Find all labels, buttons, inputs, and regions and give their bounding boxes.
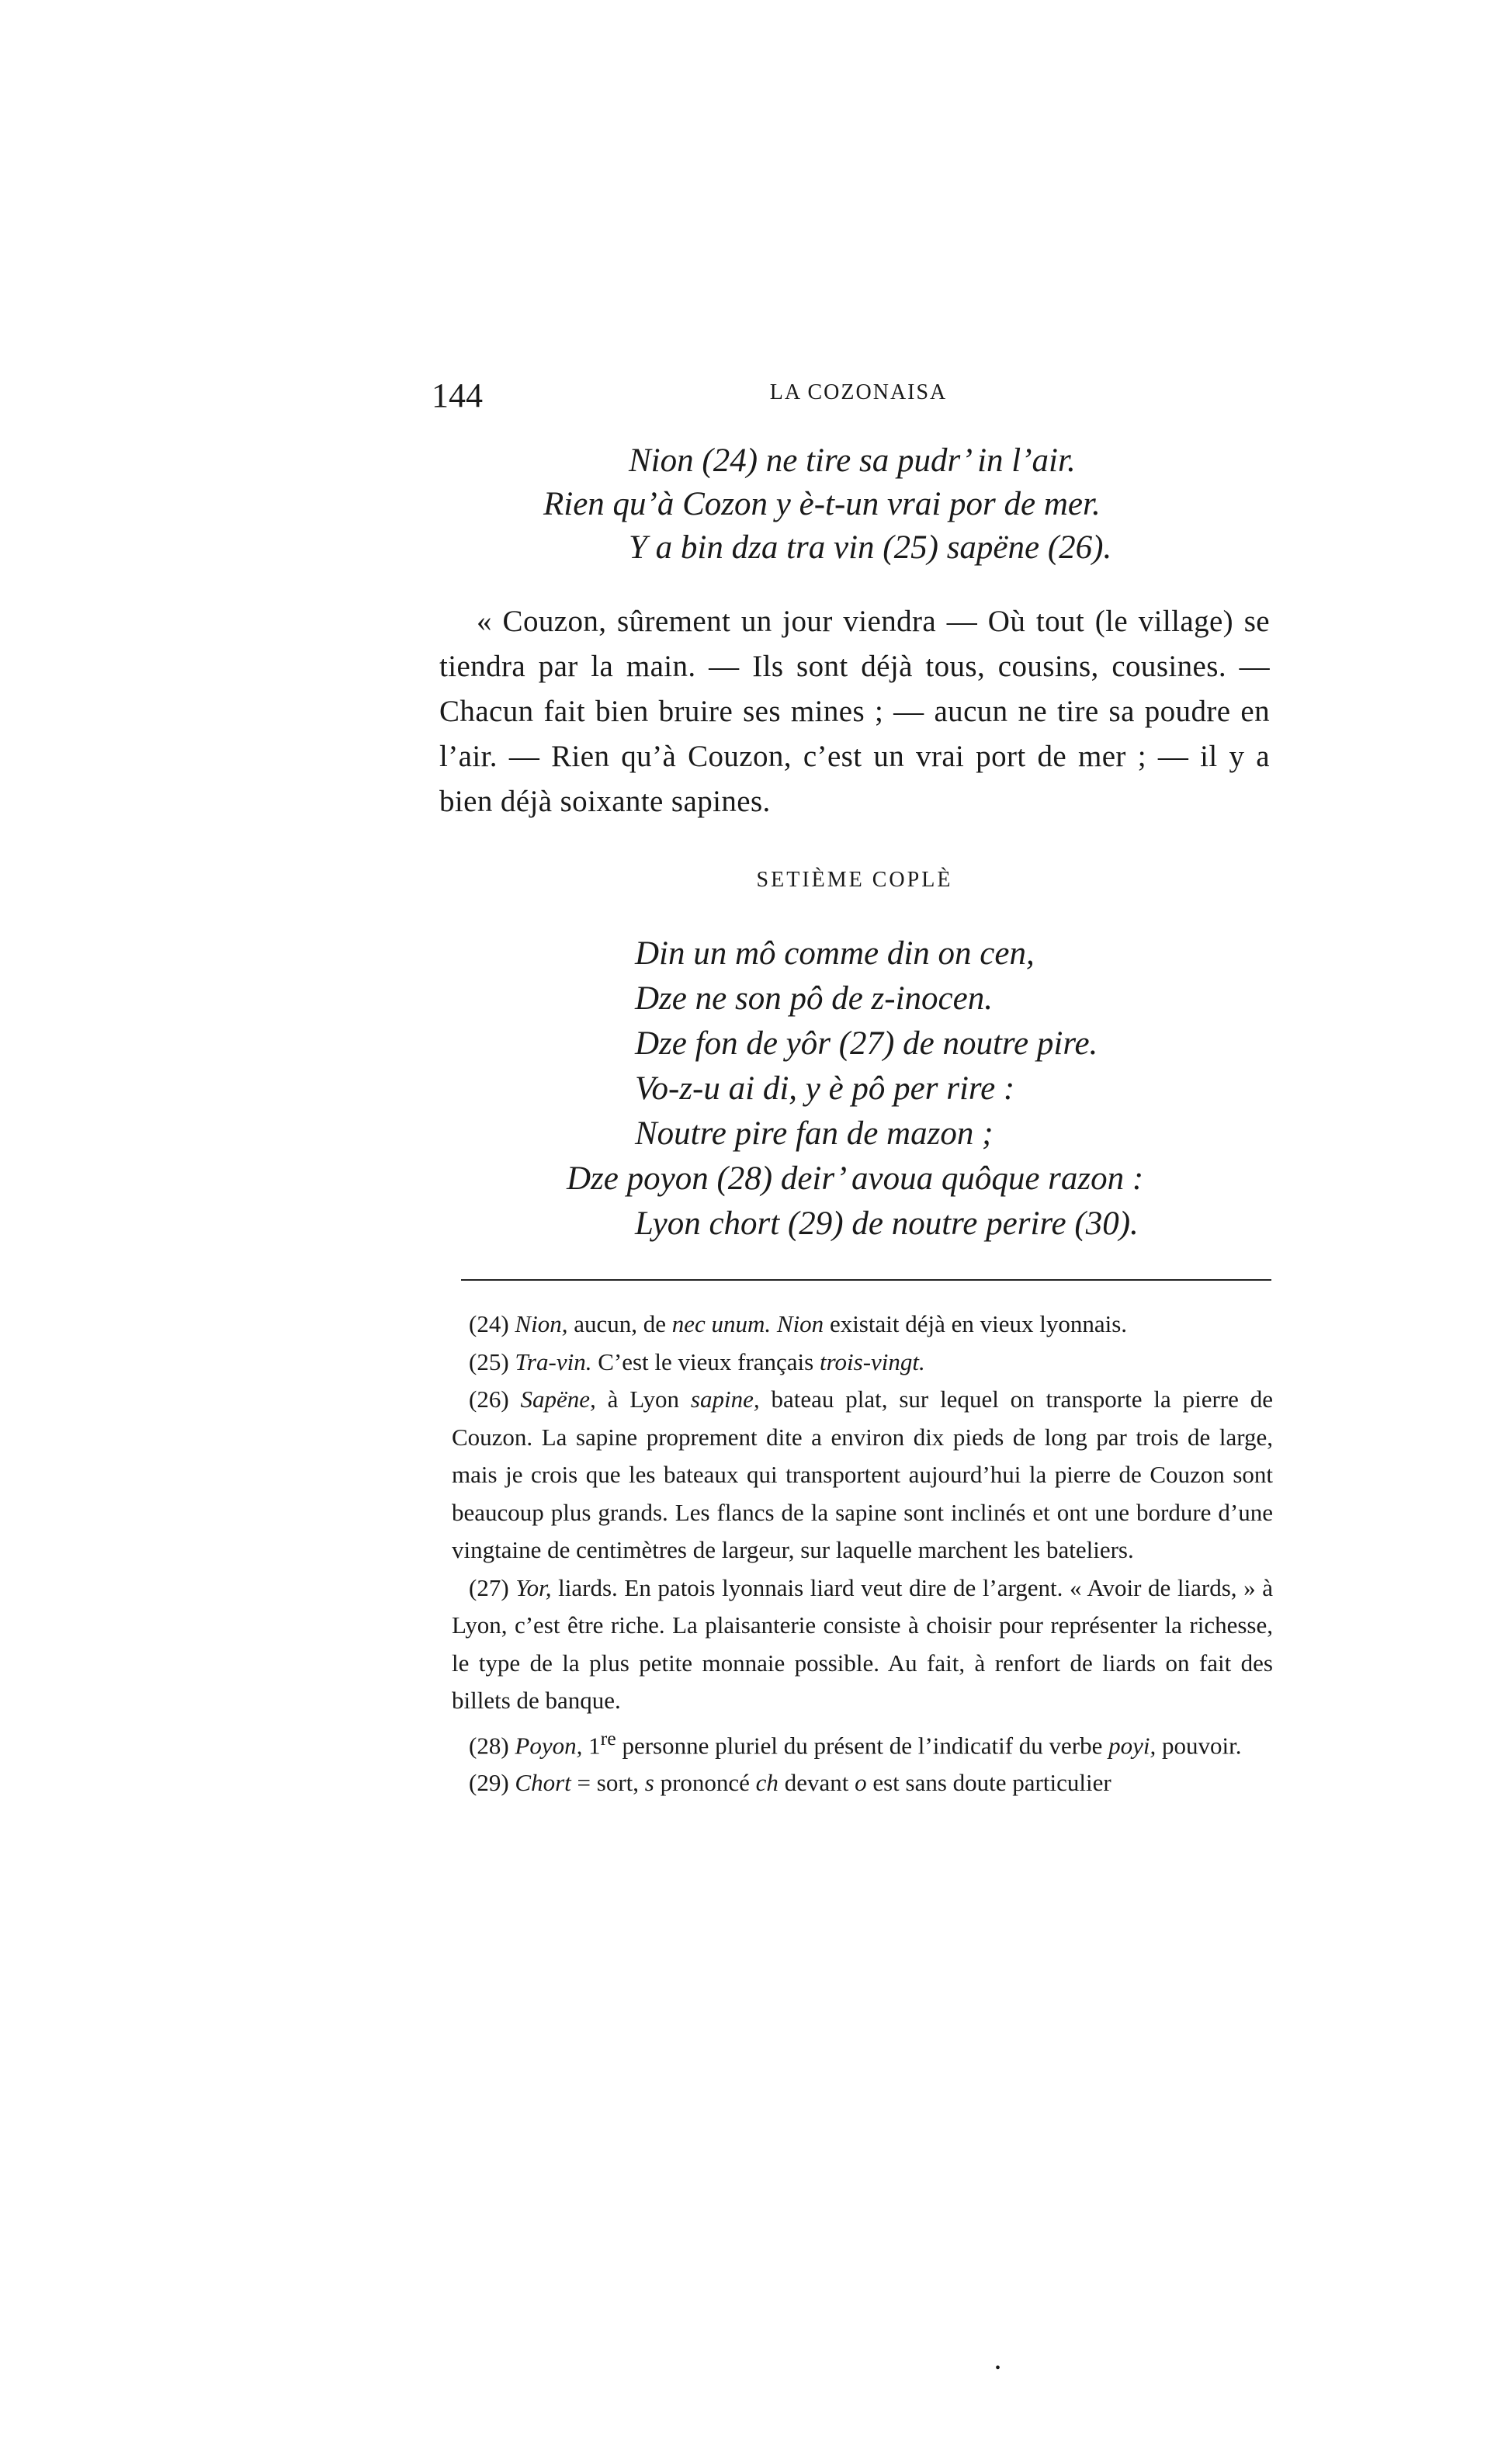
footnote-number: (26) [469, 1386, 509, 1413]
footnote-text: pouvoir. [1156, 1731, 1242, 1759]
verse-line: Dze ne son pô de z-inocen. [635, 980, 993, 1017]
verse-line: Din un mô comme din on cen, [635, 935, 1035, 972]
footnote-text: liards. En patois lyonnais liard veut dire de l’argent. « Avoir de liards, » à Lyon, c’est être riche. La plaisanterie consiste à choisir pour représenter la richesse, le type de la plus petite monnaie possible. Au fait, à renfort de liards on fait des billets de banque. [452, 1573, 1273, 1714]
footnote-term: Sapëne, [520, 1386, 596, 1413]
verse-line: Noutre pire fan de mazon ; [635, 1115, 994, 1152]
section-title: SETIÈME COPLÈ [756, 868, 953, 892]
footnote-term: Poyon, [515, 1731, 583, 1759]
footnote-number: (28) [469, 1731, 509, 1759]
verse-line: Rien qu’à Cozon y è-t-un vrai por de mer. [543, 486, 1101, 522]
verse-line: Vo-z-u ai di, y è pô per rire : [635, 1070, 1015, 1107]
footnote-term: poyi, [1108, 1731, 1157, 1759]
footnote-text: personne pluriel du présent de l’indicatif du verbe [616, 1731, 1109, 1759]
footnote-letter: s [644, 1769, 654, 1797]
prose-translation [439, 599, 1270, 824]
footnote-26 [452, 1381, 1273, 1569]
footnote-rule [461, 1279, 1271, 1281]
ordinal: 1 [588, 1731, 601, 1759]
footnote-term: Nion [776, 1310, 824, 1337]
translation-paragraph: « Couzon, sûrement un jour viendra — Où tout (le village) se tiendra par la main. — Ils sont déjà tous, cousins, cousines. — Chacun fait bien bruire ses mines ; — aucun ne tire sa poudre en l’air. — Rien qu’à Couzon, c’est un vrai port de mer ; — il y a bien déjà soixante sapines. [439, 605, 1270, 818]
footnote-number: (27) [469, 1573, 509, 1601]
footnote-text: à Lyon [595, 1386, 691, 1413]
footnote-24 [452, 1306, 1273, 1344]
footnote-text: = sort, [570, 1769, 645, 1797]
verse-line: Lyon chort (29) de noutre perire (30). [635, 1205, 1139, 1242]
footnote-latin: nec unum. [671, 1310, 772, 1337]
footnote-text: est sans doute particulier [866, 1769, 1111, 1797]
verse-line: Nion (24) ne tire sa pudr’ in l’air. [629, 442, 1076, 479]
footnote-text: existait déjà en vieux lyonnais. [824, 1310, 1128, 1337]
footnote-text [582, 1732, 588, 1759]
footnote-text: C’est le vieux français [591, 1347, 820, 1375]
footnotes [452, 1306, 1273, 1802]
verse-line: Y a bin dza tra vin (25) sapëne (26). [629, 529, 1112, 566]
footnote-number: (29) [469, 1769, 509, 1797]
ordinal-suffix: re [600, 1726, 616, 1750]
footnote-term: Nion, [515, 1310, 568, 1337]
footnote-28 [452, 1720, 1273, 1765]
footnote-text: bateau plat, sur lequel on transporte la pierre de Couzon. La sapine proprement dite a environ dix pieds de long par trois de large, mais je crois que les bateaux qui transportent aujourd’hui la pierre de Couzon sont beaucoup plus grands. Les flancs de la sapine sont inclinés et ont une bordure d’une vingtaine de centimètres de largeur, sur laquelle marchent les bateliers. [452, 1386, 1274, 1563]
page-header [432, 376, 1285, 422]
verse-stanza [567, 931, 1343, 1247]
footnote-text: aucun, de [567, 1310, 672, 1337]
footnote-term: Chort [515, 1769, 571, 1797]
footnote-number: (24) [469, 1310, 509, 1337]
footnote-term: trois-vingt. [819, 1347, 925, 1375]
footnote-term: Tra-vin. [515, 1347, 592, 1375]
verse-line: Dze poyon (28) deir’ avoua quôque razon : [567, 1160, 1144, 1197]
running-title: LA COZONAISA [769, 380, 948, 404]
footnote-letter: ch [755, 1769, 779, 1797]
printer-mark-dot: • [995, 2360, 1001, 2377]
verse-top [543, 439, 1320, 570]
verse-line: Dze fon de yôr (27) de noutre pire. [635, 1025, 1098, 1062]
footnote-text: devant [778, 1769, 855, 1797]
footnote-25 [452, 1344, 1273, 1382]
footnote-term: Yor, [515, 1573, 552, 1601]
page-number: 144 [432, 376, 483, 414]
footnote-27 [452, 1569, 1273, 1720]
footnote-letter: o [855, 1769, 867, 1797]
footnote-text: prononcé [654, 1769, 756, 1797]
footnote-term: sapine, [690, 1386, 760, 1413]
footnote-number: (25) [469, 1347, 509, 1375]
footnote-29 [452, 1764, 1273, 1802]
footnote-text [771, 1310, 777, 1337]
